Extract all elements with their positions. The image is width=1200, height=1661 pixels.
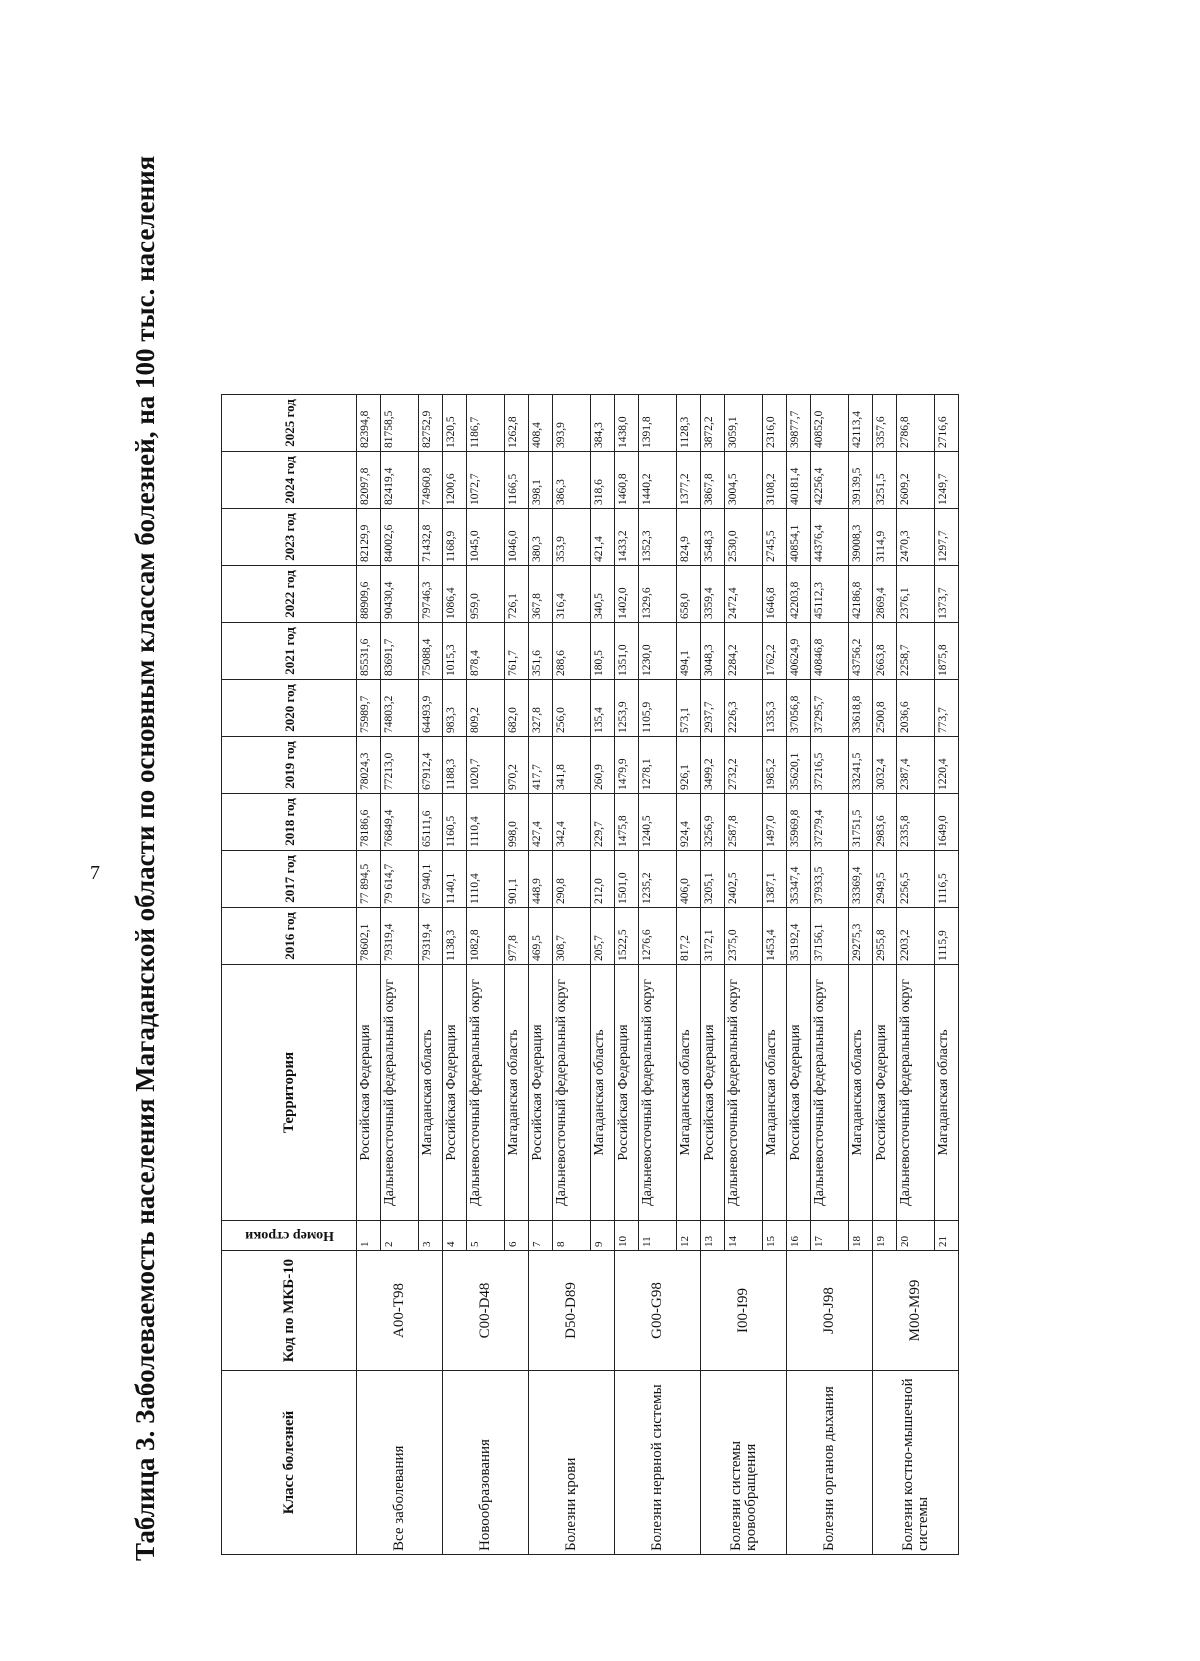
- value-cell: 85531,6: [357, 623, 381, 680]
- value-cell: 1329,6: [639, 566, 677, 623]
- value-cell: 427,4: [529, 794, 553, 851]
- value-cell: 288,6: [553, 623, 591, 680]
- territory-cell: Российская Федерация: [357, 965, 381, 1221]
- value-cell: 3867,8: [701, 452, 725, 509]
- value-cell: 3357,6: [873, 395, 897, 452]
- header-year: 2019 год: [222, 737, 357, 794]
- header-year: 2020 год: [222, 680, 357, 737]
- value-cell: 353,9: [553, 509, 591, 566]
- value-cell: 1115,9: [935, 908, 959, 965]
- territory-cell: Российская Федерация: [701, 965, 725, 1221]
- value-cell: 1297,7: [935, 509, 959, 566]
- value-cell: 926,1: [677, 737, 701, 794]
- value-cell: 1276,6: [639, 908, 677, 965]
- value-cell: 878,4: [467, 623, 505, 680]
- value-cell: 1335,3: [763, 680, 787, 737]
- value-cell: 1186,7: [467, 395, 505, 452]
- value-cell: 384,3: [591, 395, 615, 452]
- value-cell: 469,5: [529, 908, 553, 965]
- value-cell: 1433,2: [615, 509, 639, 566]
- value-cell: 3359,4: [701, 566, 725, 623]
- territory-cell: Российская Федерация: [787, 965, 811, 1221]
- table-row: [357, 395, 381, 1555]
- value-cell: 1253,9: [615, 680, 639, 737]
- value-cell: 1020,7: [467, 737, 505, 794]
- value-cell: 1391,8: [639, 395, 677, 452]
- territory-cell: Дальневосточный федеральный округ: [725, 965, 763, 1221]
- row-number-cell: 15: [763, 1221, 787, 1251]
- value-cell: 75989,7: [357, 680, 381, 737]
- value-cell: 40852,0: [811, 395, 849, 452]
- value-cell: 417,7: [529, 737, 553, 794]
- value-cell: 1985,2: [763, 737, 787, 794]
- header-row: [222, 395, 357, 1555]
- value-cell: 180,5: [591, 623, 615, 680]
- row-number-cell: 11: [639, 1221, 677, 1251]
- header-year: 2021 год: [222, 623, 357, 680]
- value-cell: 33241,5: [849, 737, 873, 794]
- value-cell: 3172,1: [701, 908, 725, 965]
- table-body: [357, 395, 959, 1555]
- value-cell: 39877,7: [787, 395, 811, 452]
- value-cell: 1762,2: [763, 623, 787, 680]
- value-cell: 3872,2: [701, 395, 725, 452]
- value-cell: 1168,9: [443, 509, 467, 566]
- header-year: 2025 год: [222, 395, 357, 452]
- value-cell: 1128,3: [677, 395, 701, 452]
- value-cell: 983,3: [443, 680, 467, 737]
- value-cell: 1352,3: [639, 509, 677, 566]
- icd-code-cell: M00-M99: [873, 1251, 959, 1371]
- value-cell: 3499,2: [701, 737, 725, 794]
- value-cell: 2402,5: [725, 851, 763, 908]
- value-cell: 40846,8: [811, 623, 849, 680]
- value-cell: 2203,2: [897, 908, 935, 965]
- value-cell: 40181,4: [787, 452, 811, 509]
- value-cell: 39139,5: [849, 452, 873, 509]
- territory-cell: Магаданская область: [935, 965, 959, 1221]
- header-year: 2022 год: [222, 566, 357, 623]
- value-cell: 1249,7: [935, 452, 959, 509]
- value-cell: 2786,8: [897, 395, 935, 452]
- header-year: 2016 год: [222, 908, 357, 965]
- value-cell: 1110,4: [467, 794, 505, 851]
- icd-code-cell: I00-I99: [701, 1251, 787, 1371]
- row-number-cell: 13: [701, 1221, 725, 1251]
- value-cell: 682,0: [505, 680, 529, 737]
- header-year: 2023 год: [222, 509, 357, 566]
- value-cell: 42203,8: [787, 566, 811, 623]
- value-cell: 998,0: [505, 794, 529, 851]
- value-cell: 977,8: [505, 908, 529, 965]
- value-cell: 78024,3: [357, 737, 381, 794]
- value-cell: 1522,5: [615, 908, 639, 965]
- value-cell: 77213,0: [381, 737, 419, 794]
- value-cell: 2937,7: [701, 680, 725, 737]
- territory-cell: Магаданская область: [763, 965, 787, 1221]
- territory-cell: Дальневосточный федеральный округ: [811, 965, 849, 1221]
- value-cell: 84002,6: [381, 509, 419, 566]
- value-cell: 1646,8: [763, 566, 787, 623]
- value-cell: 37216,5: [811, 737, 849, 794]
- value-cell: 37156,1: [811, 908, 849, 965]
- value-cell: 809,2: [467, 680, 505, 737]
- value-cell: 761,7: [505, 623, 529, 680]
- value-cell: 77 894,5: [357, 851, 381, 908]
- value-cell: 43756,2: [849, 623, 873, 680]
- value-cell: 35620,1: [787, 737, 811, 794]
- value-cell: 2500,8: [873, 680, 897, 737]
- icd-code-cell: D50-D89: [529, 1251, 615, 1371]
- territory-cell: Дальневосточный федеральный округ: [897, 965, 935, 1221]
- value-cell: 79746,3: [419, 566, 443, 623]
- header-year: 2018 год: [222, 794, 357, 851]
- table-row: [787, 395, 811, 1555]
- value-cell: 35969,8: [787, 794, 811, 851]
- row-number-cell: 3: [419, 1221, 443, 1251]
- value-cell: 824,9: [677, 509, 701, 566]
- value-cell: 2955,8: [873, 908, 897, 965]
- value-cell: 67912,4: [419, 737, 443, 794]
- value-cell: 386,3: [553, 452, 591, 509]
- value-cell: 82097,8: [357, 452, 381, 509]
- disease-class-cell: Болезни костно-мышечной системы: [873, 1371, 959, 1555]
- value-cell: 212,0: [591, 851, 615, 908]
- value-cell: 1377,2: [677, 452, 701, 509]
- value-cell: 35347,4: [787, 851, 811, 908]
- header-territory: Территория: [222, 965, 357, 1221]
- value-cell: 3256,9: [701, 794, 725, 851]
- disease-class-cell: Все заболевания: [357, 1371, 443, 1555]
- value-cell: 1166,5: [505, 452, 529, 509]
- table-row: [443, 395, 467, 1555]
- value-cell: 82129,9: [357, 509, 381, 566]
- value-cell: 421,4: [591, 509, 615, 566]
- value-cell: 342,4: [553, 794, 591, 851]
- row-number-cell: 9: [591, 1221, 615, 1251]
- value-cell: 2316,0: [763, 395, 787, 452]
- disease-class-cell: Болезни системы кровообращения: [701, 1371, 787, 1555]
- value-cell: 1479,9: [615, 737, 639, 794]
- value-cell: 1278,1: [639, 737, 677, 794]
- territory-cell: Магаданская область: [591, 965, 615, 1221]
- table-row: [873, 395, 897, 1555]
- value-cell: 1015,3: [443, 623, 467, 680]
- value-cell: 88909,6: [357, 566, 381, 623]
- value-cell: 924,4: [677, 794, 701, 851]
- value-cell: 82419,4: [381, 452, 419, 509]
- value-cell: 3059,1: [725, 395, 763, 452]
- value-cell: 1402,0: [615, 566, 639, 623]
- territory-cell: Российская Федерация: [529, 965, 553, 1221]
- value-cell: 398,1: [529, 452, 553, 509]
- value-cell: 37933,5: [811, 851, 849, 908]
- value-cell: 2716,6: [935, 395, 959, 452]
- value-cell: 3114,9: [873, 509, 897, 566]
- value-cell: 367,8: [529, 566, 553, 623]
- header-row-no: [222, 1221, 357, 1251]
- value-cell: 1188,3: [443, 737, 467, 794]
- value-cell: 341,8: [553, 737, 591, 794]
- value-cell: 1072,7: [467, 452, 505, 509]
- territory-cell: Дальневосточный федеральный округ: [467, 965, 505, 1221]
- value-cell: 31751,5: [849, 794, 873, 851]
- value-cell: 1497,0: [763, 794, 787, 851]
- value-cell: 37279,4: [811, 794, 849, 851]
- value-cell: 82752,9: [419, 395, 443, 452]
- value-cell: 2745,5: [763, 509, 787, 566]
- value-cell: 45112,3: [811, 566, 849, 623]
- header-row-no-label: Номер строки: [244, 1228, 334, 1243]
- value-cell: 78186,6: [357, 794, 381, 851]
- row-number-cell: 16: [787, 1221, 811, 1251]
- row-number-cell: 18: [849, 1221, 873, 1251]
- value-cell: 74803,2: [381, 680, 419, 737]
- row-number-cell: 4: [443, 1221, 467, 1251]
- value-cell: 1387,1: [763, 851, 787, 908]
- value-cell: 2949,5: [873, 851, 897, 908]
- value-cell: 40854,1: [787, 509, 811, 566]
- row-number-cell: 14: [725, 1221, 763, 1251]
- row-number-cell: 17: [811, 1221, 849, 1251]
- value-cell: 1200,6: [443, 452, 467, 509]
- value-cell: 1320,5: [443, 395, 467, 452]
- value-cell: 33369,4: [849, 851, 873, 908]
- territory-cell: Магаданская область: [849, 965, 873, 1221]
- table-row: [701, 395, 725, 1555]
- value-cell: 82394,8: [357, 395, 381, 452]
- value-cell: 2258,7: [897, 623, 935, 680]
- disease-class-cell: Болезни нервной системы: [615, 1371, 701, 1555]
- value-cell: 79319,4: [419, 908, 443, 965]
- value-cell: 2226,3: [725, 680, 763, 737]
- territory-cell: Дальневосточный федеральный округ: [381, 965, 419, 1221]
- value-cell: 3004,5: [725, 452, 763, 509]
- value-cell: 81758,5: [381, 395, 419, 452]
- value-cell: 959,0: [467, 566, 505, 623]
- value-cell: 1140,1: [443, 851, 467, 908]
- icd-code-cell: A00-T98: [357, 1251, 443, 1371]
- value-cell: 308,7: [553, 908, 591, 965]
- value-cell: 2284,2: [725, 623, 763, 680]
- value-cell: 393,9: [553, 395, 591, 452]
- value-cell: 2983,6: [873, 794, 897, 851]
- header-year: 2017 год: [222, 851, 357, 908]
- header-code: Код по МКБ-10: [222, 1251, 357, 1371]
- value-cell: 42256,4: [811, 452, 849, 509]
- value-cell: 2036,6: [897, 680, 935, 737]
- value-cell: 260,9: [591, 737, 615, 794]
- value-cell: 2256,5: [897, 851, 935, 908]
- row-number-cell: 1: [357, 1221, 381, 1251]
- value-cell: 76849,4: [381, 794, 419, 851]
- row-number-cell: 12: [677, 1221, 701, 1251]
- value-cell: 2732,2: [725, 737, 763, 794]
- value-cell: 3205,1: [701, 851, 725, 908]
- value-cell: 2530,0: [725, 509, 763, 566]
- value-cell: 3548,3: [701, 509, 725, 566]
- value-cell: 318,6: [591, 452, 615, 509]
- value-cell: 79 614,7: [381, 851, 419, 908]
- value-cell: 1046,0: [505, 509, 529, 566]
- value-cell: 3048,3: [701, 623, 725, 680]
- value-cell: 37295,7: [811, 680, 849, 737]
- value-cell: 205,7: [591, 908, 615, 965]
- value-cell: 1138,3: [443, 908, 467, 965]
- value-cell: 726,1: [505, 566, 529, 623]
- value-cell: 1351,0: [615, 623, 639, 680]
- row-number-cell: 7: [529, 1221, 553, 1251]
- value-cell: 1240,5: [639, 794, 677, 851]
- value-cell: 3108,2: [763, 452, 787, 509]
- territory-cell: Дальневосточный федеральный округ: [639, 965, 677, 1221]
- value-cell: 2335,8: [897, 794, 935, 851]
- value-cell: 3251,5: [873, 452, 897, 509]
- row-number-cell: 19: [873, 1221, 897, 1251]
- value-cell: 2387,4: [897, 737, 935, 794]
- value-cell: 773,7: [935, 680, 959, 737]
- value-cell: 448,9: [529, 851, 553, 908]
- value-cell: 1501,0: [615, 851, 639, 908]
- value-cell: 2376,1: [897, 566, 935, 623]
- territory-cell: Российская Федерация: [615, 965, 639, 1221]
- value-cell: 229,7: [591, 794, 615, 851]
- value-cell: 75088,4: [419, 623, 443, 680]
- territory-cell: Российская Федерация: [443, 965, 467, 1221]
- row-number-cell: 20: [897, 1221, 935, 1251]
- row-number-cell: 2: [381, 1221, 419, 1251]
- value-cell: 1220,4: [935, 737, 959, 794]
- value-cell: 1438,0: [615, 395, 639, 452]
- value-cell: 1649,0: [935, 794, 959, 851]
- value-cell: 316,4: [553, 566, 591, 623]
- value-cell: 1110,4: [467, 851, 505, 908]
- value-cell: 37056,8: [787, 680, 811, 737]
- territory-cell: Магаданская область: [677, 965, 701, 1221]
- value-cell: 2663,8: [873, 623, 897, 680]
- value-cell: 83691,7: [381, 623, 419, 680]
- value-cell: 39008,3: [849, 509, 873, 566]
- icd-code-cell: C00-D48: [443, 1251, 529, 1371]
- icd-code-cell: G00-G98: [615, 1251, 701, 1371]
- value-cell: 2609,2: [897, 452, 935, 509]
- value-cell: 135,4: [591, 680, 615, 737]
- value-cell: 1262,8: [505, 395, 529, 452]
- value-cell: 1116,5: [935, 851, 959, 908]
- value-cell: 1160,5: [443, 794, 467, 851]
- row-number-cell: 5: [467, 1221, 505, 1251]
- header-year: 2024 год: [222, 452, 357, 509]
- value-cell: 1082,8: [467, 908, 505, 965]
- header-class: Класс болезней: [222, 1371, 357, 1555]
- value-cell: 970,2: [505, 737, 529, 794]
- value-cell: 1045,0: [467, 509, 505, 566]
- value-cell: 256,0: [553, 680, 591, 737]
- value-cell: 64493,9: [419, 680, 443, 737]
- value-cell: 573,1: [677, 680, 701, 737]
- value-cell: 3032,4: [873, 737, 897, 794]
- territory-cell: Магаданская область: [419, 965, 443, 1221]
- row-number-cell: 6: [505, 1221, 529, 1251]
- value-cell: 290,8: [553, 851, 591, 908]
- value-cell: 90430,4: [381, 566, 419, 623]
- value-cell: 42186,8: [849, 566, 873, 623]
- value-cell: 71432,8: [419, 509, 443, 566]
- value-cell: 79319,4: [381, 908, 419, 965]
- row-number-cell: 10: [615, 1221, 639, 1251]
- value-cell: 35192,4: [787, 908, 811, 965]
- value-cell: 1875,8: [935, 623, 959, 680]
- row-number-cell: 8: [553, 1221, 591, 1251]
- value-cell: 74960,8: [419, 452, 443, 509]
- table-title: Таблица 3. Заболеваемость населения Магаданской области по основным классам болезней, на 100 тыс. населения: [130, 155, 160, 1561]
- morbidity-table: [221, 394, 959, 1555]
- value-cell: 380,3: [529, 509, 553, 566]
- page-number: 7: [90, 862, 100, 884]
- value-cell: 1440,2: [639, 452, 677, 509]
- value-cell: 33618,8: [849, 680, 873, 737]
- value-cell: 29275,3: [849, 908, 873, 965]
- value-cell: 408,4: [529, 395, 553, 452]
- value-cell: 351,6: [529, 623, 553, 680]
- disease-class-cell: Болезни крови: [529, 1371, 615, 1555]
- value-cell: 1373,7: [935, 566, 959, 623]
- value-cell: 2472,4: [725, 566, 763, 623]
- value-cell: 1460,8: [615, 452, 639, 509]
- value-cell: 65111,6: [419, 794, 443, 851]
- row-number-cell: 21: [935, 1221, 959, 1251]
- icd-code-cell: J00-J98: [787, 1251, 873, 1371]
- value-cell: 1086,4: [443, 566, 467, 623]
- value-cell: 2375,0: [725, 908, 763, 965]
- territory-cell: Дальневосточный федеральный округ: [553, 965, 591, 1221]
- value-cell: 340,5: [591, 566, 615, 623]
- value-cell: 901,1: [505, 851, 529, 908]
- value-cell: 406,0: [677, 851, 701, 908]
- value-cell: 40624,9: [787, 623, 811, 680]
- value-cell: 2470,3: [897, 509, 935, 566]
- value-cell: 42113,4: [849, 395, 873, 452]
- disease-class-cell: Болезни органов дыхания: [787, 1371, 873, 1555]
- table-row: [615, 395, 639, 1555]
- value-cell: 1105,9: [639, 680, 677, 737]
- value-cell: 44376,4: [811, 509, 849, 566]
- value-cell: 2869,4: [873, 566, 897, 623]
- value-cell: 658,0: [677, 566, 701, 623]
- value-cell: 1235,2: [639, 851, 677, 908]
- value-cell: 327,8: [529, 680, 553, 737]
- table-row: [529, 395, 553, 1555]
- value-cell: 494,1: [677, 623, 701, 680]
- value-cell: 2587,8: [725, 794, 763, 851]
- value-cell: 817,2: [677, 908, 701, 965]
- value-cell: 1453,4: [763, 908, 787, 965]
- territory-cell: Магаданская область: [505, 965, 529, 1221]
- value-cell: 1475,8: [615, 794, 639, 851]
- value-cell: 78602,1: [357, 908, 381, 965]
- value-cell: 1230,0: [639, 623, 677, 680]
- disease-class-cell: Новообразования: [443, 1371, 529, 1555]
- value-cell: 67 940,1: [419, 851, 443, 908]
- territory-cell: Российская Федерация: [873, 965, 897, 1221]
